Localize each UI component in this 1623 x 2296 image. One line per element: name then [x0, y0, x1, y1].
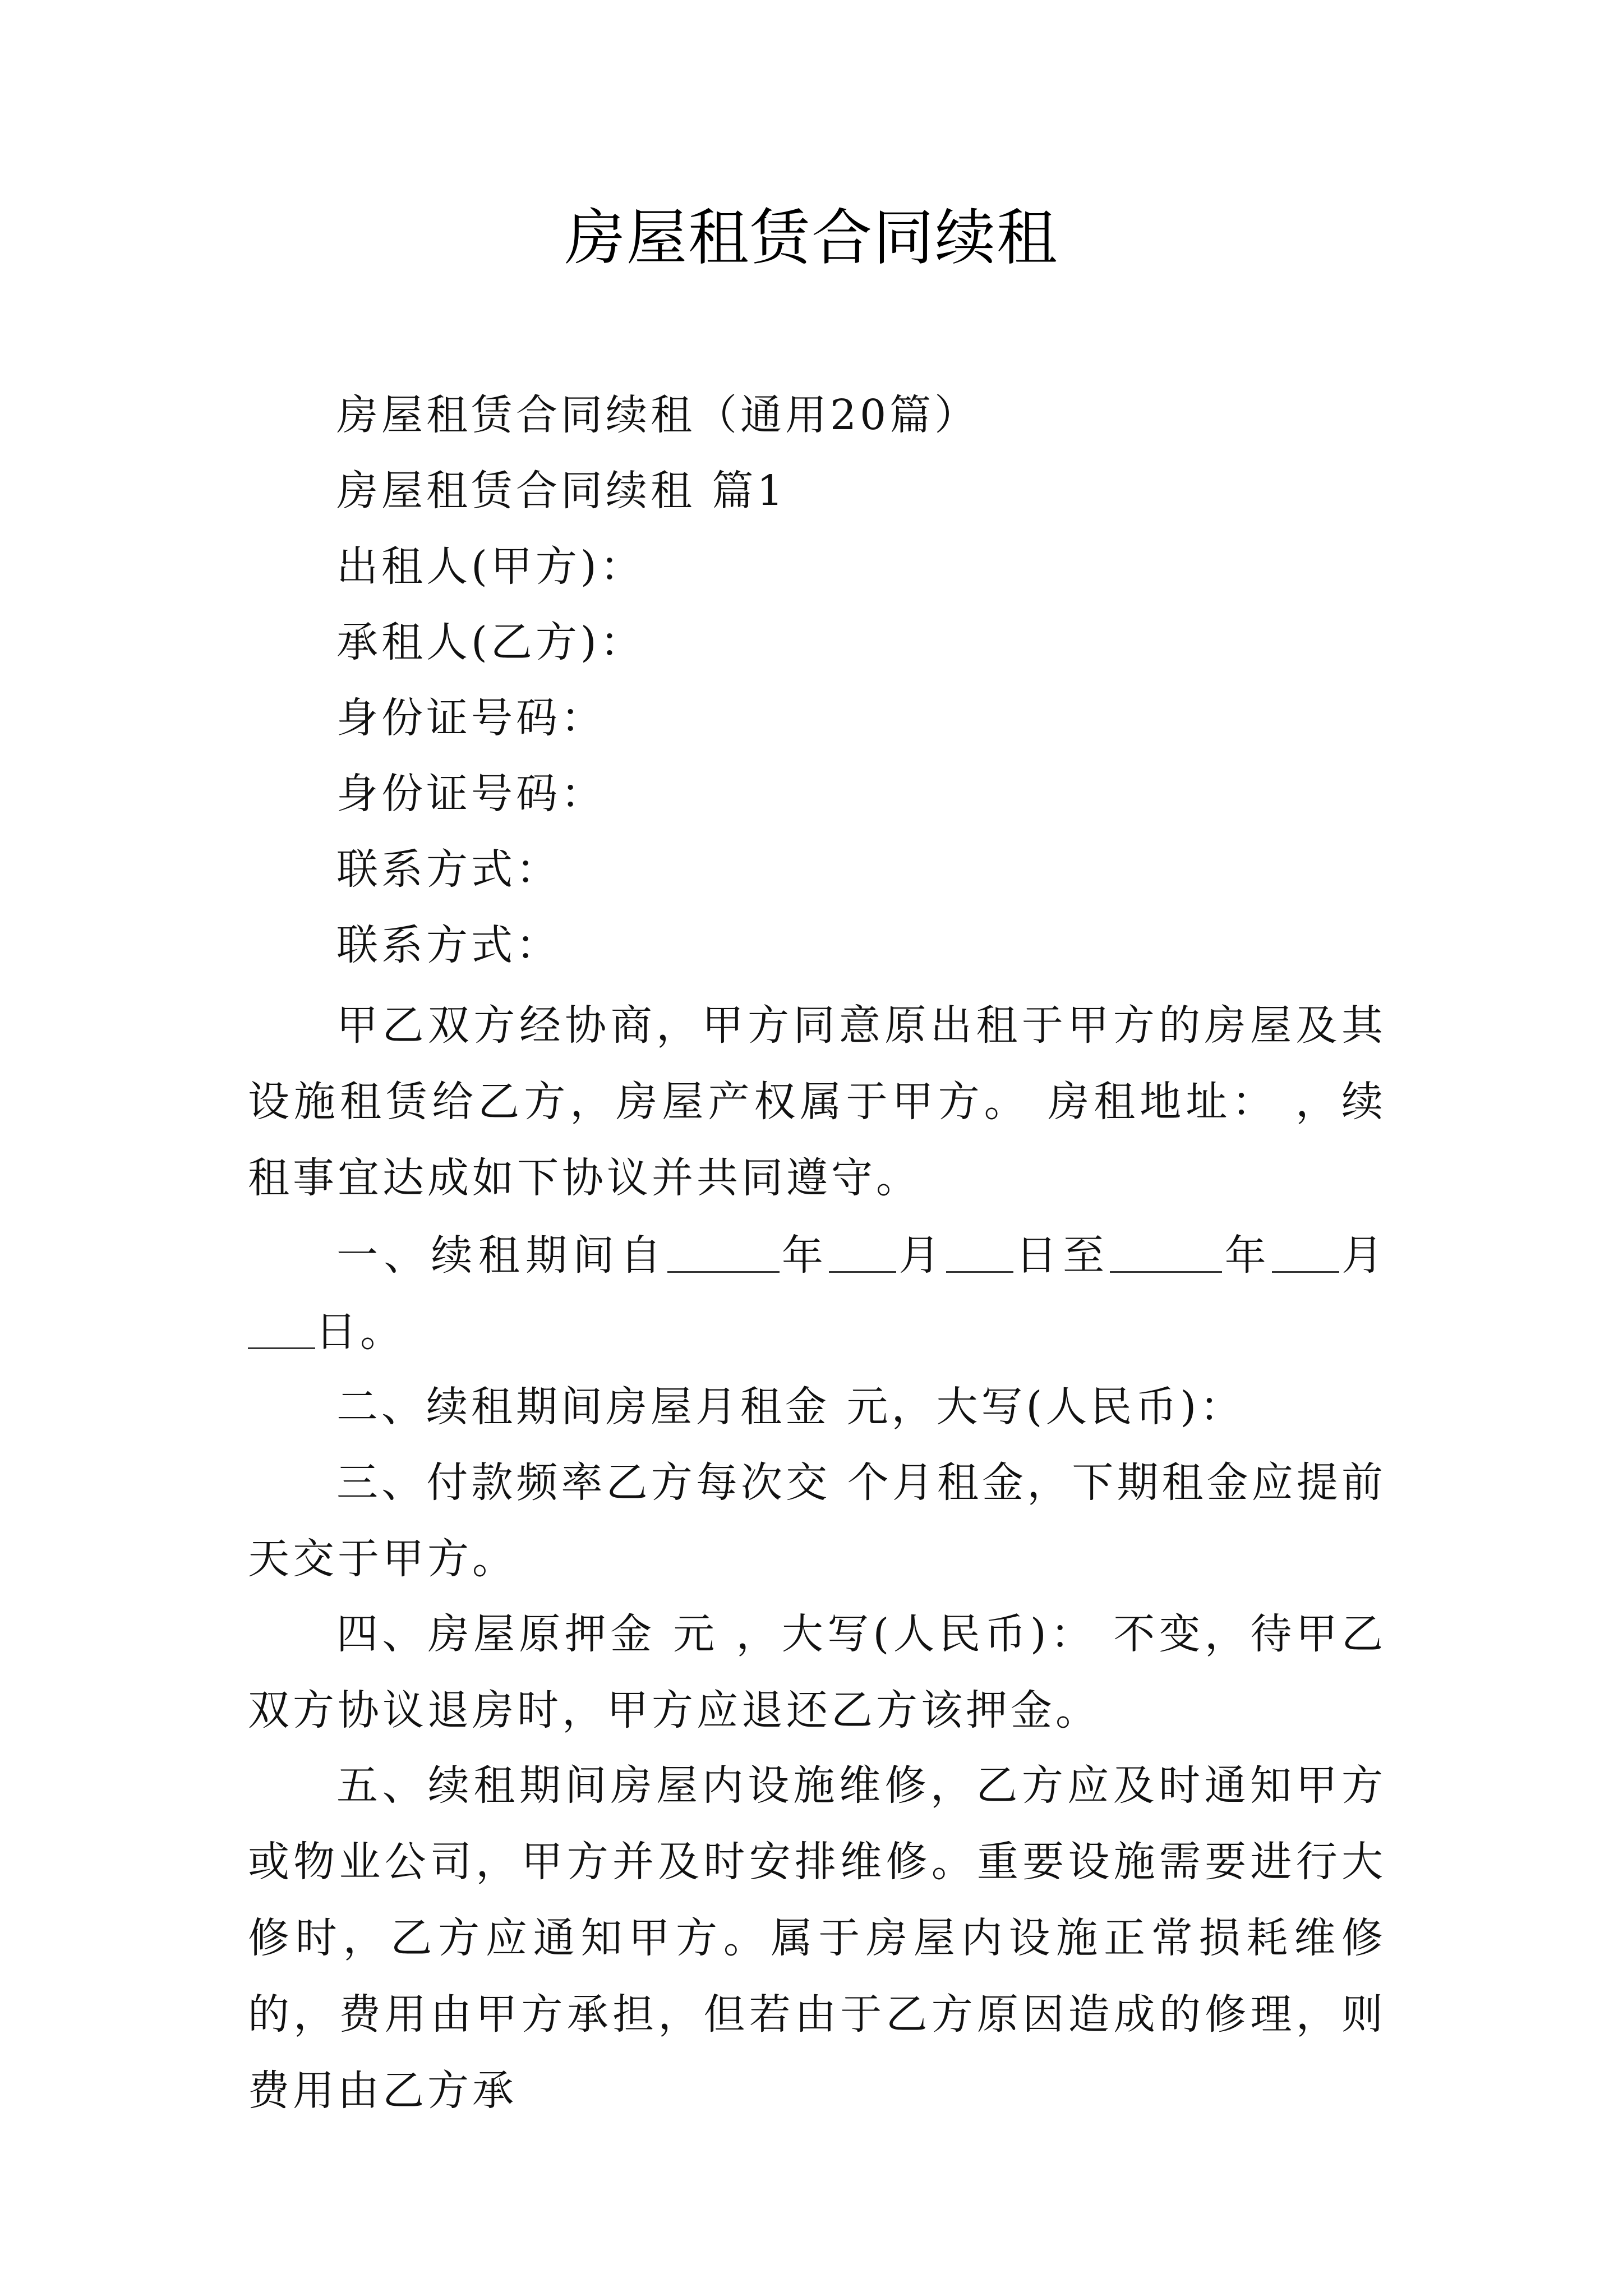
- intro-paragraph: 甲乙双方经协商，甲方同意原出租于甲方的房屋及其设施租赁给乙方，房屋产权属于甲方。 房租地址： ，续租事宜达成如下协议并共同遵守。: [248, 1001, 1386, 1202]
- day-blank-2: [248, 1308, 315, 1349]
- lessee-field: 承租人(乙方)：: [336, 618, 645, 666]
- lessor-field: 出租人(甲方)：: [336, 542, 645, 591]
- contact-field-1: 联系方式：: [336, 845, 561, 894]
- month-blank-1: [829, 1232, 896, 1273]
- day-blank-1: [946, 1232, 1013, 1273]
- clause-1-prefix: 一、续租期间自: [336, 1231, 667, 1280]
- contact-field-2: 联系方式：: [336, 921, 561, 969]
- id-number-field-2: 身份证号码：: [336, 770, 606, 818]
- year-blank-2: [1110, 1232, 1222, 1273]
- clause-1-end: 日。: [315, 1308, 405, 1356]
- id-number-field-1: 身份证号码：: [336, 694, 606, 742]
- year-blank-1: [667, 1232, 780, 1273]
- clause-3-paragraph: 三、付款频率乙方每次交 个月租金，下期租金应提前天交于甲方。: [248, 1458, 1386, 1583]
- clause-1-paragraph: [248, 1217, 1386, 1370]
- clause-5-paragraph: 五、续租期间房屋内设施维修，乙方应及时通知甲方或物业公司，甲方并及时安排维修。重要设施需要进行大修时，乙方应通知甲方。属于房屋内设施正常损耗维修的，费用由甲方承担，但若由于乙方原因造成的修理，则费用由乙方承: [248, 1761, 1386, 2115]
- clause-1-year-1: 年: [779, 1231, 829, 1280]
- clause-1-year-2: 年: [1222, 1231, 1272, 1280]
- month-blank-2: [1272, 1232, 1339, 1273]
- clause-1-month-1: 月: [896, 1231, 946, 1280]
- clause-2-paragraph: 二、续租期间房屋月租金 元，大写(人民币)：: [336, 1383, 1245, 1431]
- clause-1-month-2: 月: [1339, 1231, 1387, 1280]
- clause-1-day-1: 日至: [1013, 1231, 1110, 1280]
- document-subtitle: 房屋租赁合同续租（通用20篇）: [336, 391, 980, 439]
- section-heading: 房屋租赁合同续租 篇1: [336, 467, 787, 515]
- document-title: 房屋租赁合同续租: [564, 203, 1058, 273]
- clause-4-paragraph: 四、房屋原押金 元 ，大写(人民币)： 不变，待甲乙双方协议退房时，甲方应退还乙方该押金。: [248, 1610, 1386, 1734]
